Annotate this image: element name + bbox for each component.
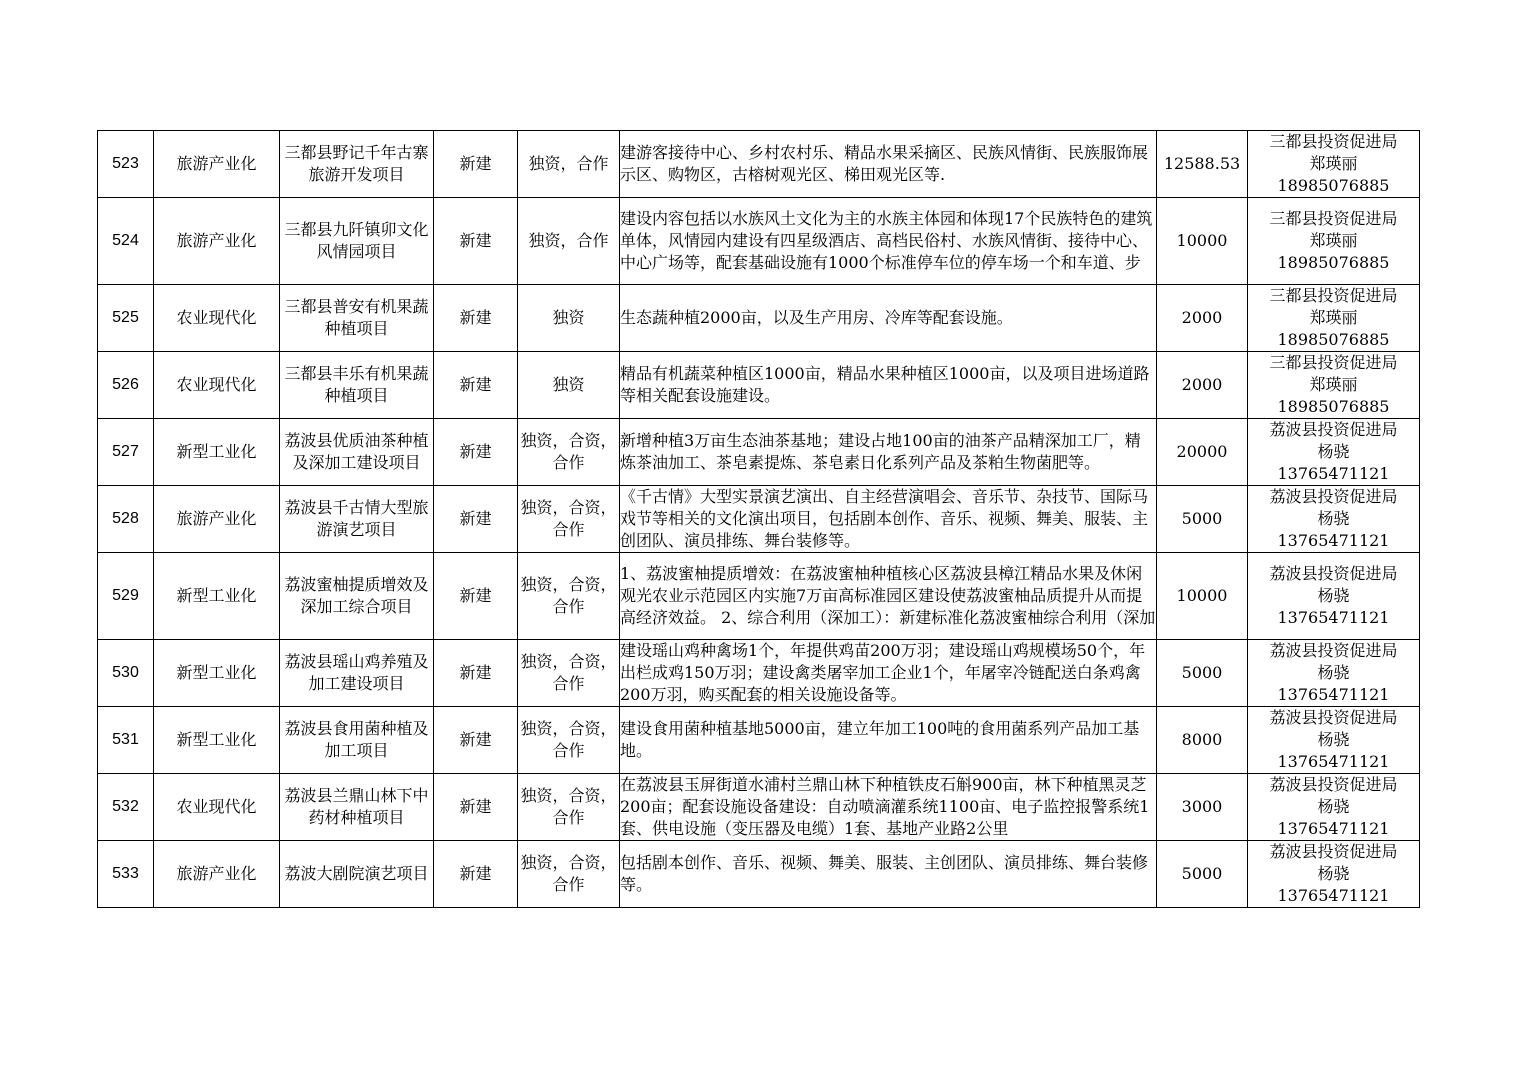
table-row — [98, 553, 1420, 640]
construction-content — [620, 198, 1157, 285]
investment-amount: 5000 — [1157, 841, 1248, 908]
investment-mode: 独资，合作 — [518, 131, 620, 198]
row-number: 527 — [98, 419, 154, 486]
contact-name: 杨骁 — [1317, 509, 1350, 528]
table-row — [98, 352, 1420, 419]
contact-info — [1248, 774, 1420, 841]
investment-amount: 10000 — [1157, 198, 1248, 285]
contact-name: 郑瑛丽 — [1309, 231, 1358, 250]
table-row — [98, 841, 1420, 908]
construction-content-text: 建设内容包括以水族风土文化为主的水族主体园和体现17个民族特色的建筑单体，风情园内建设有四星级酒店、高档民俗村、水族风情街、接待中心、中心广场等，配套基础设施有1000个标准停车位的停车场一个和车道、步 — [620, 209, 1153, 272]
contact-block — [1248, 352, 1419, 418]
row-number: 533 — [98, 841, 154, 908]
contact-name: 杨骁 — [1317, 864, 1350, 883]
contact-block — [1248, 841, 1419, 907]
investment-amount: 5000 — [1157, 486, 1248, 553]
contact-org: 荔波县投资促进局 — [1269, 708, 1398, 727]
construction-content — [620, 285, 1157, 352]
table-row — [98, 131, 1420, 198]
industry-category: 农业现代化 — [154, 285, 280, 352]
project-name: 荔波蜜柚提质增效及深加工综合项目 — [280, 553, 434, 640]
contact-phone: 13765471121 — [1277, 608, 1390, 627]
contact-name: 郑瑛丽 — [1309, 154, 1358, 173]
investment-amount: 2000 — [1157, 352, 1248, 419]
industry-category: 旅游产业化 — [154, 131, 280, 198]
construction-content-text: 生态蔬种植2000亩，以及生产用房、冷库等配套设施。 — [620, 308, 1013, 327]
contact-org: 荔波县投资促进局 — [1269, 420, 1398, 439]
row-number: 530 — [98, 640, 154, 707]
contact-block — [1248, 131, 1419, 197]
contact-phone: 13765471121 — [1277, 464, 1390, 483]
construction-type: 新建 — [434, 352, 518, 419]
contact-name: 杨骁 — [1317, 797, 1350, 816]
construction-content — [620, 774, 1157, 841]
construction-type: 新建 — [434, 774, 518, 841]
construction-type: 新建 — [434, 198, 518, 285]
construction-type: 新建 — [434, 131, 518, 198]
contact-org: 三都县投资促进局 — [1269, 132, 1398, 151]
investment-mode: 独资，合资，合作 — [518, 774, 620, 841]
row-number: 523 — [98, 131, 154, 198]
investment-amount: 5000 — [1157, 640, 1248, 707]
construction-type: 新建 — [434, 841, 518, 908]
construction-content-text: 建游客接待中心、乡村农村乐、精品水果采摘区、民族风情街、民族服饰展示区、购物区，古榕树观光区、梯田观光区等. — [620, 143, 1149, 184]
construction-content-text: 《千古情》大型实景演艺演出、自主经营演唱会、音乐节、杂技节、国际马戏节等相关的文化演出项目，包括剧本创作、音乐、视频、舞美、服装、主创团队、演员排练、舞台装修等。 — [620, 487, 1149, 550]
contact-block — [1248, 707, 1419, 773]
table-row — [98, 285, 1420, 352]
investment-mode: 独资 — [518, 285, 620, 352]
contact-block — [1248, 563, 1419, 629]
investment-mode: 独资，合资，合作 — [518, 486, 620, 553]
industry-category: 农业现代化 — [154, 352, 280, 419]
contact-phone: 13765471121 — [1277, 886, 1390, 905]
construction-content-text: 建设瑶山鸡种禽场1个，年提供鸡苗200万羽；建设瑶山鸡规模场50个，年出栏成鸡150万羽；建设禽类屠宰加工企业1个，年屠宰冷链配送白条鸡禽200万羽，购买配套的相关设施设备等。 — [620, 641, 1146, 704]
contact-block — [1248, 640, 1419, 706]
table-row — [98, 774, 1420, 841]
contact-phone: 18985076885 — [1277, 397, 1390, 416]
contact-phone: 13765471121 — [1277, 685, 1390, 704]
contact-info — [1248, 198, 1420, 285]
row-number: 528 — [98, 486, 154, 553]
table-row — [98, 198, 1420, 285]
row-number: 525 — [98, 285, 154, 352]
contact-org: 荔波县投资促进局 — [1269, 487, 1398, 506]
investment-amount: 3000 — [1157, 774, 1248, 841]
contact-info — [1248, 553, 1420, 640]
project-name: 荔波县食用菌种植及加工项目 — [280, 707, 434, 774]
project-name: 荔波县优质油茶种植及深加工建设项目 — [280, 419, 434, 486]
contact-info — [1248, 352, 1420, 419]
contact-phone: 13765471121 — [1277, 752, 1390, 771]
contact-info — [1248, 419, 1420, 486]
investment-mode: 独资，合作 — [518, 198, 620, 285]
contact-org: 荔波县投资促进局 — [1269, 564, 1398, 583]
table-row — [98, 640, 1420, 707]
construction-content — [620, 486, 1157, 553]
project-name: 荔波大剧院演艺项目 — [280, 841, 434, 908]
contact-block — [1248, 774, 1419, 840]
investment-amount: 8000 — [1157, 707, 1248, 774]
row-number: 532 — [98, 774, 154, 841]
contact-info — [1248, 131, 1420, 198]
construction-content-text: 1、荔波蜜柚提质增效：在荔波蜜柚种植核心区荔波县樟江精品水果及休闲观光农业示范园区内实施7万亩高标准园区建设使荔波蜜柚品质提升从而提高经济效益。 2、综合利用（深加工）：新建标准化荔波蜜柚综合利用（深加 — [620, 564, 1156, 627]
construction-content — [620, 131, 1157, 198]
contact-info — [1248, 707, 1420, 774]
industry-category: 旅游产业化 — [154, 841, 280, 908]
investment-mode: 独资，合资，合作 — [518, 553, 620, 640]
project-name: 三都县普安有机果蔬种植项目 — [280, 285, 434, 352]
contact-name: 郑瑛丽 — [1309, 308, 1358, 327]
table-body — [98, 131, 1420, 908]
investment-mode: 独资 — [518, 352, 620, 419]
construction-type: 新建 — [434, 419, 518, 486]
project-name: 三都县野记千年古寨旅游开发项目 — [280, 131, 434, 198]
table-row — [98, 707, 1420, 774]
investment-mode: 独资，合资，合作 — [518, 640, 620, 707]
contact-name: 杨骁 — [1317, 442, 1350, 461]
contact-info — [1248, 285, 1420, 352]
construction-type: 新建 — [434, 486, 518, 553]
investment-mode: 独资，合资，合作 — [518, 419, 620, 486]
contact-name: 杨骁 — [1317, 663, 1350, 682]
industry-category: 新型工业化 — [154, 640, 280, 707]
investment-amount: 2000 — [1157, 285, 1248, 352]
industry-category: 旅游产业化 — [154, 486, 280, 553]
contact-block — [1248, 419, 1419, 485]
contact-org: 荔波县投资促进局 — [1269, 641, 1398, 660]
project-name: 荔波县千古情大型旅游演艺项目 — [280, 486, 434, 553]
contact-org: 荔波县投资促进局 — [1269, 842, 1398, 861]
investment-mode: 独资，合资，合作 — [518, 841, 620, 908]
contact-org: 三都县投资促进局 — [1269, 209, 1398, 228]
table-row — [98, 419, 1420, 486]
investment-amount: 10000 — [1157, 553, 1248, 640]
contact-phone: 13765471121 — [1277, 531, 1390, 550]
industry-category: 旅游产业化 — [154, 198, 280, 285]
project-name: 荔波县瑶山鸡养殖及加工建设项目 — [280, 640, 434, 707]
investment-amount: 20000 — [1157, 419, 1248, 486]
construction-content — [620, 707, 1157, 774]
construction-type: 新建 — [434, 285, 518, 352]
investment-mode: 独资，合资，合作 — [518, 707, 620, 774]
construction-content — [620, 640, 1157, 707]
construction-content — [620, 553, 1157, 640]
row-number: 524 — [98, 198, 154, 285]
contact-org: 三都县投资促进局 — [1269, 353, 1398, 372]
construction-content-text: 建设食用菌种植基地5000亩，建立年加工100吨的食用菌系列产品加工基地。 — [620, 719, 1140, 760]
project-name: 荔波县兰鼎山林下中药材种植项目 — [280, 774, 434, 841]
contact-org: 荔波县投资促进局 — [1269, 775, 1398, 794]
construction-content-text: 新增种植3万亩生态油茶基地；建设占地100亩的油茶产品精深加工厂，精炼茶油加工、茶皂素提炼、茶皂素日化系列产品及茶粕生物菌肥等。 — [620, 431, 1141, 472]
contact-name: 杨骁 — [1317, 730, 1350, 749]
contact-block — [1248, 486, 1419, 552]
contact-phone: 18985076885 — [1277, 176, 1390, 195]
project-table — [97, 130, 1420, 908]
industry-category: 农业现代化 — [154, 774, 280, 841]
table-row — [98, 486, 1420, 553]
contact-block — [1248, 208, 1419, 274]
construction-type: 新建 — [434, 553, 518, 640]
construction-content — [620, 352, 1157, 419]
project-name: 三都县九阡镇卯文化风情园项目 — [280, 198, 434, 285]
industry-category: 新型工业化 — [154, 707, 280, 774]
construction-content-text: 包括剧本创作、音乐、视频、舞美、服装、主创团队、演员排练、舞台装修等。 — [620, 853, 1149, 894]
construction-content — [620, 419, 1157, 486]
industry-category: 新型工业化 — [154, 419, 280, 486]
industry-category: 新型工业化 — [154, 553, 280, 640]
investment-amount: 12588.53 — [1157, 131, 1248, 198]
row-number: 529 — [98, 553, 154, 640]
construction-type: 新建 — [434, 640, 518, 707]
contact-org: 三都县投资促进局 — [1269, 286, 1398, 305]
construction-content-text: 精品有机蔬菜种植区1000亩，精品水果种植区1000亩，以及项目进场道路等相关配套设施建设。 — [620, 364, 1150, 405]
contact-name: 郑瑛丽 — [1309, 375, 1358, 394]
contact-phone: 18985076885 — [1277, 330, 1390, 349]
contact-info — [1248, 841, 1420, 908]
contact-name: 杨骁 — [1317, 586, 1350, 605]
contact-block — [1248, 285, 1419, 351]
contact-phone: 13765471121 — [1277, 819, 1390, 838]
contact-info — [1248, 486, 1420, 553]
construction-content — [620, 841, 1157, 908]
contact-phone: 18985076885 — [1277, 253, 1390, 272]
project-name: 三都县丰乐有机果蔬种植项目 — [280, 352, 434, 419]
row-number: 531 — [98, 707, 154, 774]
contact-info — [1248, 640, 1420, 707]
construction-content-text: 在荔波县玉屏街道水浦村兰鼎山林下种植铁皮石斛900亩，林下种植黑灵芝200亩；配套设施设备建设：自动喷滴灌系统1100亩、电子监控报警系统1套、供电设施（变压器及电缆）1套、基地产业路2公里 — [620, 775, 1150, 838]
construction-type: 新建 — [434, 707, 518, 774]
row-number: 526 — [98, 352, 154, 419]
